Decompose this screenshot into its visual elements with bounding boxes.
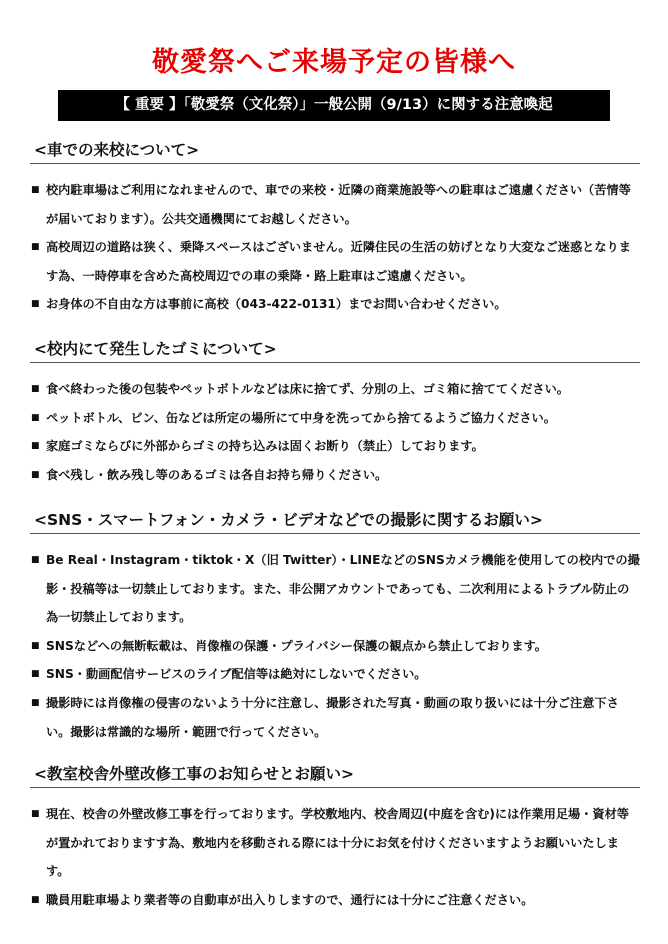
item-list <box>30 176 640 319</box>
list-item: ■ Be Real・Instagram・tiktok・X（旧 Twitter）・LINEなどのSNSカメラ機能を使用しての校内での撮影・投稿等は一切禁止しております。また、非公開アカウントであっても、二次利用によるトラブル防止の為一切禁止しております。 <box>30 546 640 632</box>
list-item: ■ 撮影時には肖像権の侵害のないよう十分に注意し、撮影された写真・動画の取り扱いには十分ご注意下さい。撮影は常識的な場所・範囲で行ってください。 <box>30 689 640 746</box>
list-item: ■ SNS・動画配信サービスのライブ配信等は絶対にしないでください。 <box>30 660 640 689</box>
section-heading: <車での来校について> <box>30 138 640 164</box>
list-item: ■ 家庭ゴミならびに外部からゴミの持ち込みは固くお断り（禁止）しております。 <box>30 432 640 461</box>
item-list <box>30 375 640 489</box>
section-sns-photography <box>30 508 640 746</box>
item-list <box>30 546 640 746</box>
list-item: ■ 食べ残し・飲み残し等のあるゴミは各自お持ち帰りください。 <box>30 461 640 490</box>
page-title: 敬愛祭へご来場予定の皆様へ <box>152 47 516 78</box>
list-item: ■ 職員用駐車場より業者等の自動車が出入りしますので、通行には十分にご注意ください。 <box>30 886 640 915</box>
section-heading: <校内にて発生したゴミについて> <box>30 337 640 363</box>
list-item: ■ 現在、校舎の外壁改修工事を行っております。学校敷地内、校舎周辺(中庭を含む)には作業用足場・資材等が置かれておりますす為、敷地内を移動される際には十分にお気を付けくださいますようお願いいたします。 <box>30 800 640 886</box>
list-item: ■ 校内駐車場はご利用になれませんので、車での来校・近隣の商業施設等への駐車はご遠慮ください（苦情等が届いております）。公共交通機関にてお越しください。 <box>30 176 640 233</box>
important-banner: 【 重要 】「敬愛祭（文化祭）」一般公開（9/13）に関する注意喚起 <box>58 90 610 121</box>
list-item: ■ ペットボトル、ビン、缶などは所定の場所にて中身を洗ってから捨てるようご協力ください。 <box>30 404 640 433</box>
section-heading: <SNS・スマートフォン・カメラ・ビデオなどでの撮影に関するお願い> <box>30 508 640 534</box>
section-trash <box>30 337 640 489</box>
list-item: ■ SNSなどへの無断転載は、肖像権の保護・プライバシー保護の観点から禁止しております。 <box>30 632 640 661</box>
list-item: ■ お身体の不自由な方は事前に高校（043-422-0131）までお問い合わせください。 <box>30 290 640 319</box>
list-item: ■ 高校周辺の道路は狭く、乗降スペースはございません。近隣住民の生活の妨げとなり大変なご迷惑となります為、一時停車を含めた高校周辺での車の乗降・路上駐車はご遠慮ください。 <box>30 233 640 290</box>
section-construction <box>30 762 640 914</box>
section-car-access <box>30 138 640 319</box>
list-item: ■ 食べ終わった後の包装やペットボトルなどは床に捨てず、分別の上、ゴミ箱に捨ててください。 <box>30 375 640 404</box>
section-heading: <教室校舎外壁改修工事のお知らせとお願い> <box>30 762 640 788</box>
item-list <box>30 800 640 914</box>
